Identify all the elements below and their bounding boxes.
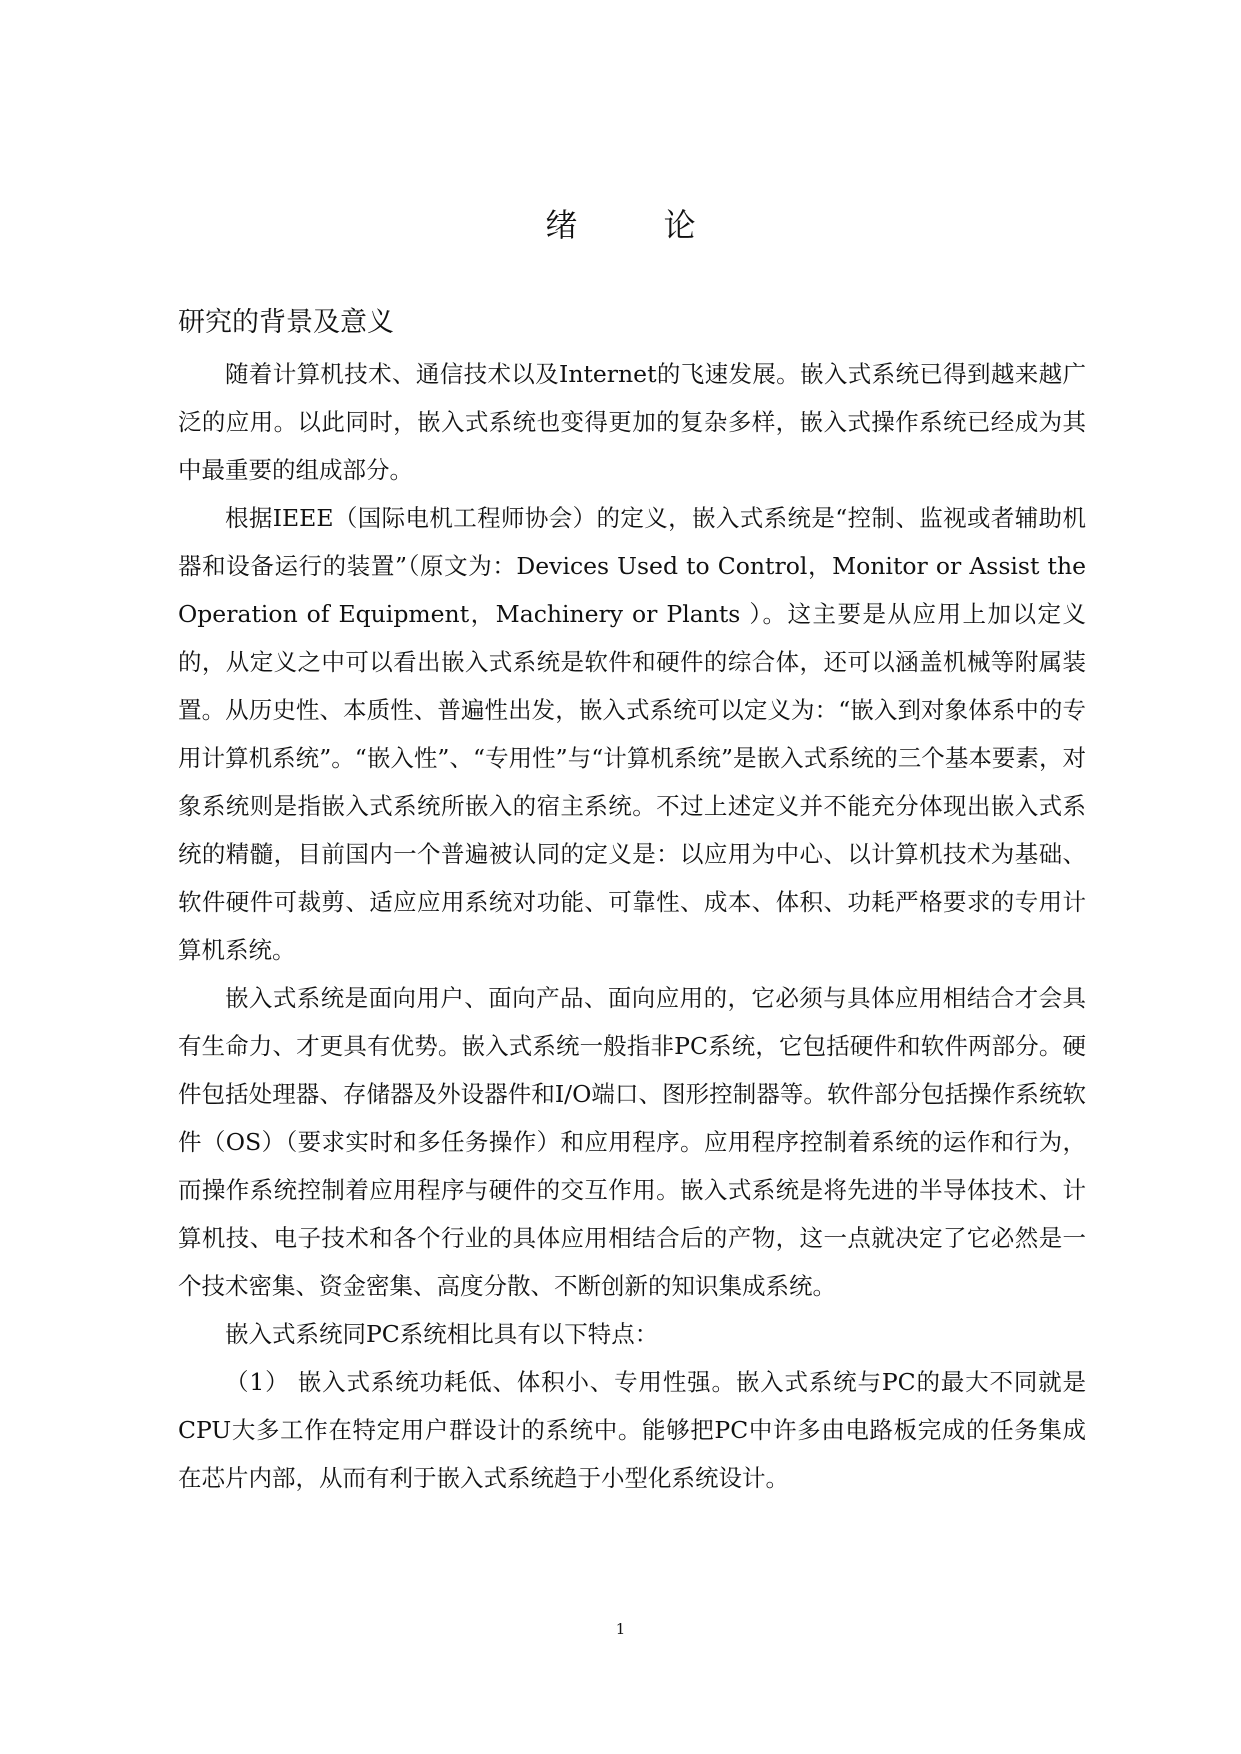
body-text — [178, 350, 1086, 1502]
paragraph-composition: 嵌入式系统是面向用户、面向产品、面向应用的，它必须与具体应用相结合才会具有生命力、才更具有优势。嵌入式系统一般指非PC系统，它包括硬件和软件两部分。硬件包括处理器、存储器及外设器件和I/O端口、图形控制器等。软件部分包括操作系统软件（OS）（要求实时和多任务操作）和应用程序。应用程序控制着系统的运作和行为，而操作系统控制着应用程序与硬件的交互作用。嵌入式系统是将先进的半导体技术、计算机技、电子技术和各个行业的具体应用相结合后的产物，这一点就决定了它必然是一个技术密集、资金密集、高度分散、不断创新的知识集成系统。 — [178, 984, 1086, 1300]
section-heading: 研究的背景及意义 — [178, 307, 394, 338]
page-title: 绪 论 — [545, 206, 734, 244]
paragraph-feature-1: （1） 嵌入式系统功耗低、体积小、专用性强。嵌入式系统与PC的最大不同就是CPU大多工作在特定用户群设计的系统中。能够把PC中许多由电路板完成的任务集成在芯片内部，从而有利于嵌入式系统趋于小型化系统设计。 — [178, 1368, 1086, 1492]
paragraph-features-lead: 嵌入式系统同PC系统相比具有以下特点： — [225, 1320, 659, 1348]
paragraph-definition: 根据IEEE（国际电机工程师协会）的定义，嵌入式系统是“控制、监视或者辅助机器和设备运行的装置”（原文为：Devices Used to Control，Monitor or Assist the Operation of Equipment，Machinery or Plants ）。这主要是从应用上加以定义的，从定义之中可以看出嵌入式系统是软件和硬件的综合体，还可以涵盖机械等附属装置。从历史性、本质性、普遍性出发，嵌入式系统可以定义为：“嵌入到对象体系中的专用计算机系统”。“嵌入性”、“专用性”与“计算机系统”是嵌入式系统的三个基本要素，对象系统则是指嵌入式系统所嵌入的宿主系统。不过上述定义并不能充分体现出嵌入式系统的精髓，目前国内一个普遍被认同的定义是：以应用为中心、以计算机技术为基础、软件硬件可裁剪、适应应用系统对功能、可靠性、成本、体积、功耗严格要求的专用计算机系统。 — [178, 504, 1086, 964]
page-number: 1 — [615, 1620, 626, 1638]
paragraph-intro: 随着计算机技术、通信技术以及Internet的飞速发展。嵌入式系统已得到越来越广泛的应用。以此同时，嵌入式系统也变得更加的复杂多样，嵌入式操作系统已经成为其中最重要的组成部分。 — [178, 360, 1086, 484]
